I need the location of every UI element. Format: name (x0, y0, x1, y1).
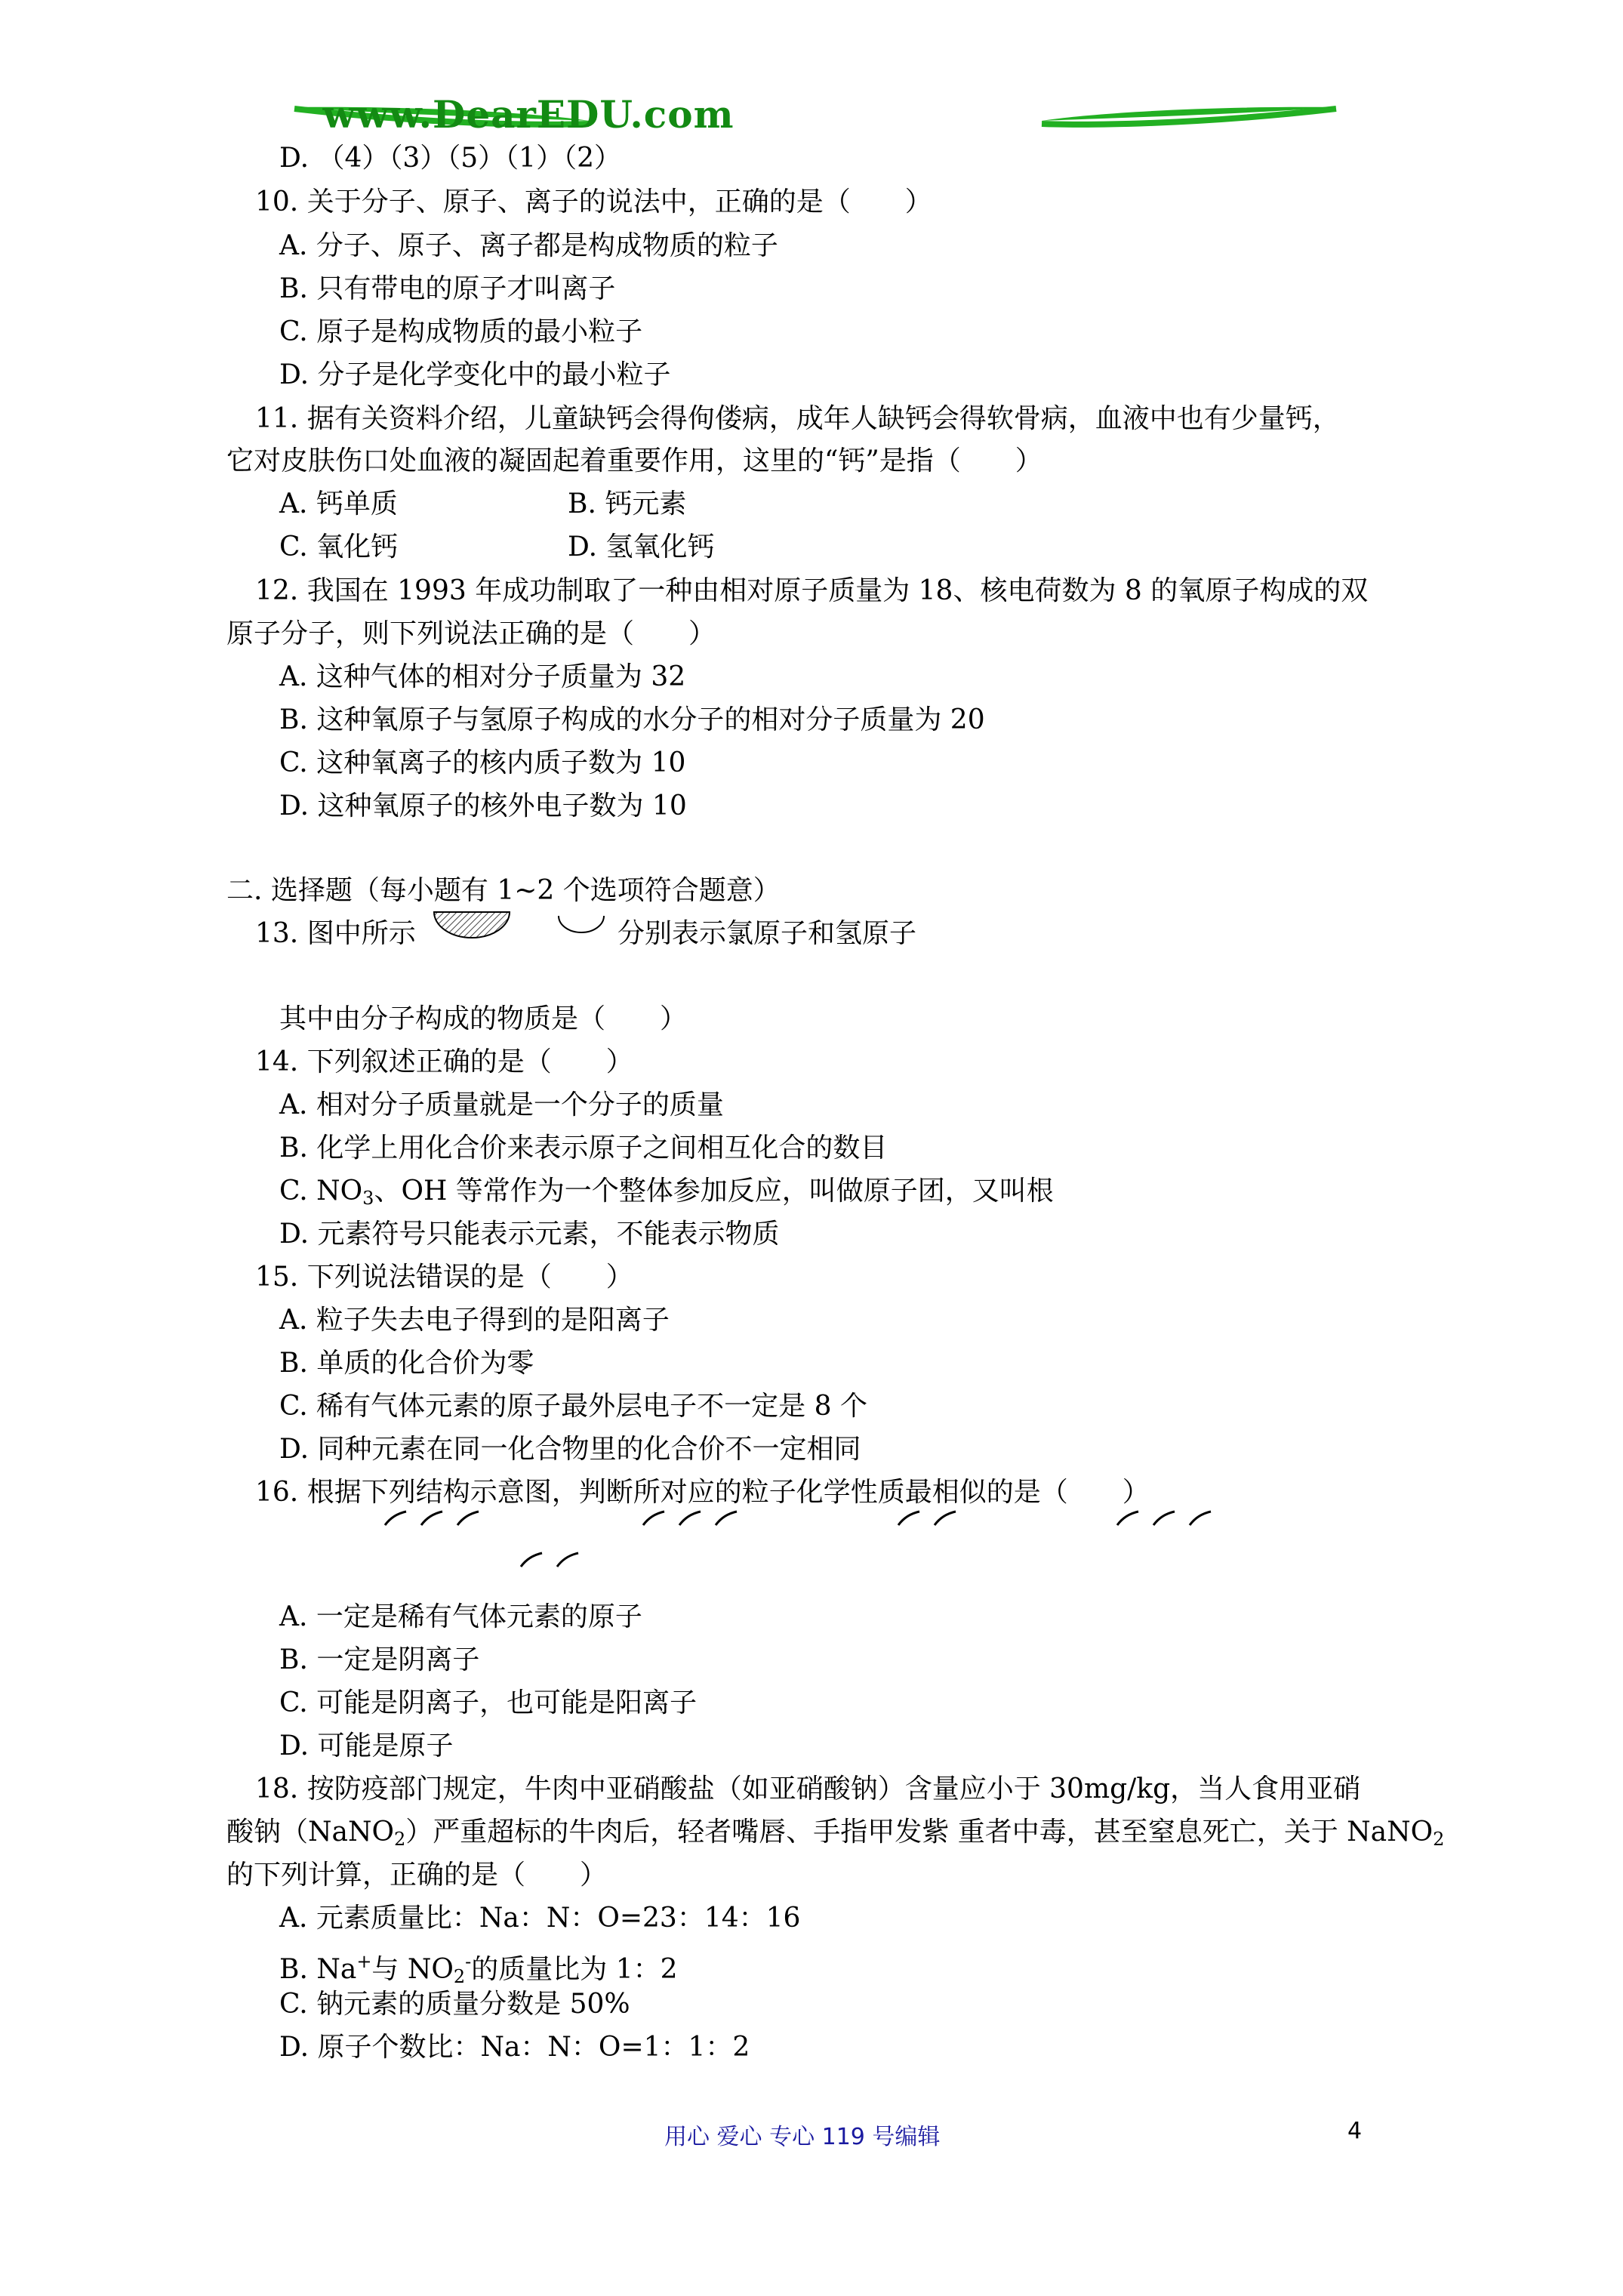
option-b-q18: B. Na+与 $NO_2^-$的质量比为 1：2 (279, 1951, 678, 1987)
option-a-q17: A. 一定是稀有气体元素的原子 (279, 1601, 642, 1632)
question-12-cont: 原子分子，则下列说法正确的是（ ） (226, 618, 716, 649)
question-18: 18. 按防疫部门规定，牛肉中亚硝酸盐（如亚硝酸钠）含量应小于 30mg/kg，当人食用亚硝 (255, 1774, 1361, 1804)
option-b-q17: B. 一定是阴离子 (279, 1644, 480, 1675)
option-c-q18: C. 钠元素的质量分数是 50% (279, 1989, 630, 2020)
question-14: 14. 下列叙述正确的是（ ） (255, 1046, 633, 1077)
footer-note: 用心 爱心 专心 119 号编辑 (664, 2124, 941, 2150)
hydrogen-atom-figure (555, 912, 608, 942)
option-a-q12: A. 这种气体的相对分子质量为 32 (279, 661, 686, 692)
question-12: 12. 我国在 1993 年成功制取了一种由相对原子质量为 18、核电荷数为 8 的氧原子构成的双 (255, 575, 1369, 606)
option-c-q10: C. 原子是构成物质的最小粒子 (279, 316, 643, 347)
question-18-cont: 酸钠（NaNO$_2$）严重超标的牛肉后，轻者嘴唇、手指甲发紫 重者中毒，甚至窒息死亡，关于 NaNO$_2$ (226, 1817, 1445, 1850)
option-d-q12: D. 这种氧原子的核外电子数为 10 (279, 791, 687, 821)
option-d-q15: D. 同种元素在同一化合物里的化合价不一定相同 (279, 1434, 861, 1465)
atomic-structure-diagrams (370, 1502, 1246, 1570)
option-d-q9: D. （4）（3）（5）（1）（2） (279, 143, 621, 174)
option-d-q10: D. 分子是化学变化中的最小粒子 (279, 359, 671, 390)
section-2-heading: 二. 选择题（每小题有 1~2 个选项符合题意） (226, 875, 781, 906)
option-a-q15: A. 粒子失去电子得到的是阳离子 (279, 1305, 670, 1336)
chlorine-atom-figure (430, 906, 513, 944)
option-a-q11: A. 钙单质 (279, 488, 398, 519)
option-c-q17: C. 可能是阴离子，也可能是阳离子 (279, 1687, 698, 1718)
option-b-q11: B. 钙元素 (568, 488, 687, 519)
option-b-q10: B. 只有带电的原子才叫离子 (279, 273, 616, 304)
question-16: 16. 根据下列结构示意图，判断所对应的粒子化学性质最相似的是（ ） (255, 1477, 1150, 1508)
question-11-cont: 它对皮肤伤口处血液的凝固起着重要作用，这里的“钙”是指（ ） (226, 445, 1042, 476)
option-d-q14: D. 元素符号只能表示元素，不能表示物质 (279, 1219, 780, 1250)
option-d-q17: D. 可能是原子 (279, 1730, 454, 1761)
question-15: 15. 下列说法错误的是（ ） (255, 1262, 633, 1293)
option-b-q14: B. 化学上用化合价来表示原子之间相互化合的数目 (279, 1133, 888, 1163)
option-b-q12: B. 这种氧原子与氢原子构成的水分子的相对分子质量为 20 (279, 704, 985, 735)
option-d-q11: D. 氢氧化钙 (568, 532, 715, 562)
site-logo-text[interactable]: www.DearEDU.com (322, 92, 735, 137)
option-b-q15: B. 单质的化合价为零 (279, 1348, 534, 1379)
option-a-q18: A. 元素质量比：Na：N：O=23：14：16 (279, 1903, 801, 1934)
question-10: 10. 关于分子、原子、离子的说法中，正确的是（ ） (255, 186, 932, 217)
page-number: 4 (1347, 2118, 1363, 2144)
option-d-q18: D. 原子个数比：Na：N：O=1：1：2 (279, 2032, 750, 2063)
question-18-cont2: 的下列计算，正确的是（ ） (226, 1860, 608, 1891)
option-a-q10: A. 分子、原子、离子都是构成物质的粒子 (279, 230, 778, 261)
option-c-q14: C. $NO_3$、OH 等常作为一个整体参加反应，叫做原子团，又叫根 (279, 1176, 1054, 1209)
question-11: 11. 据有关资料介绍，儿童缺钙会得佝偻病，成年人缺钙会得软骨病，血液中也有少量钙， (255, 403, 1340, 434)
option-c-q11: C. 氧化钙 (279, 532, 399, 562)
option-a-q14: A. 相对分子质量就是一个分子的质量 (279, 1089, 724, 1120)
option-c-q15: C. 稀有气体元素的原子最外层电子不一定是 8 个 (279, 1391, 867, 1422)
question-13-prompt: 其中由分子构成的物质是（ ） (279, 1003, 688, 1034)
option-c-q12: C. 这种氧离子的核内质子数为 10 (279, 747, 686, 778)
question-13: 13. 图中所示 (255, 918, 416, 949)
question-13-cont: 分别表示氯原子和氢原子 (617, 918, 917, 949)
